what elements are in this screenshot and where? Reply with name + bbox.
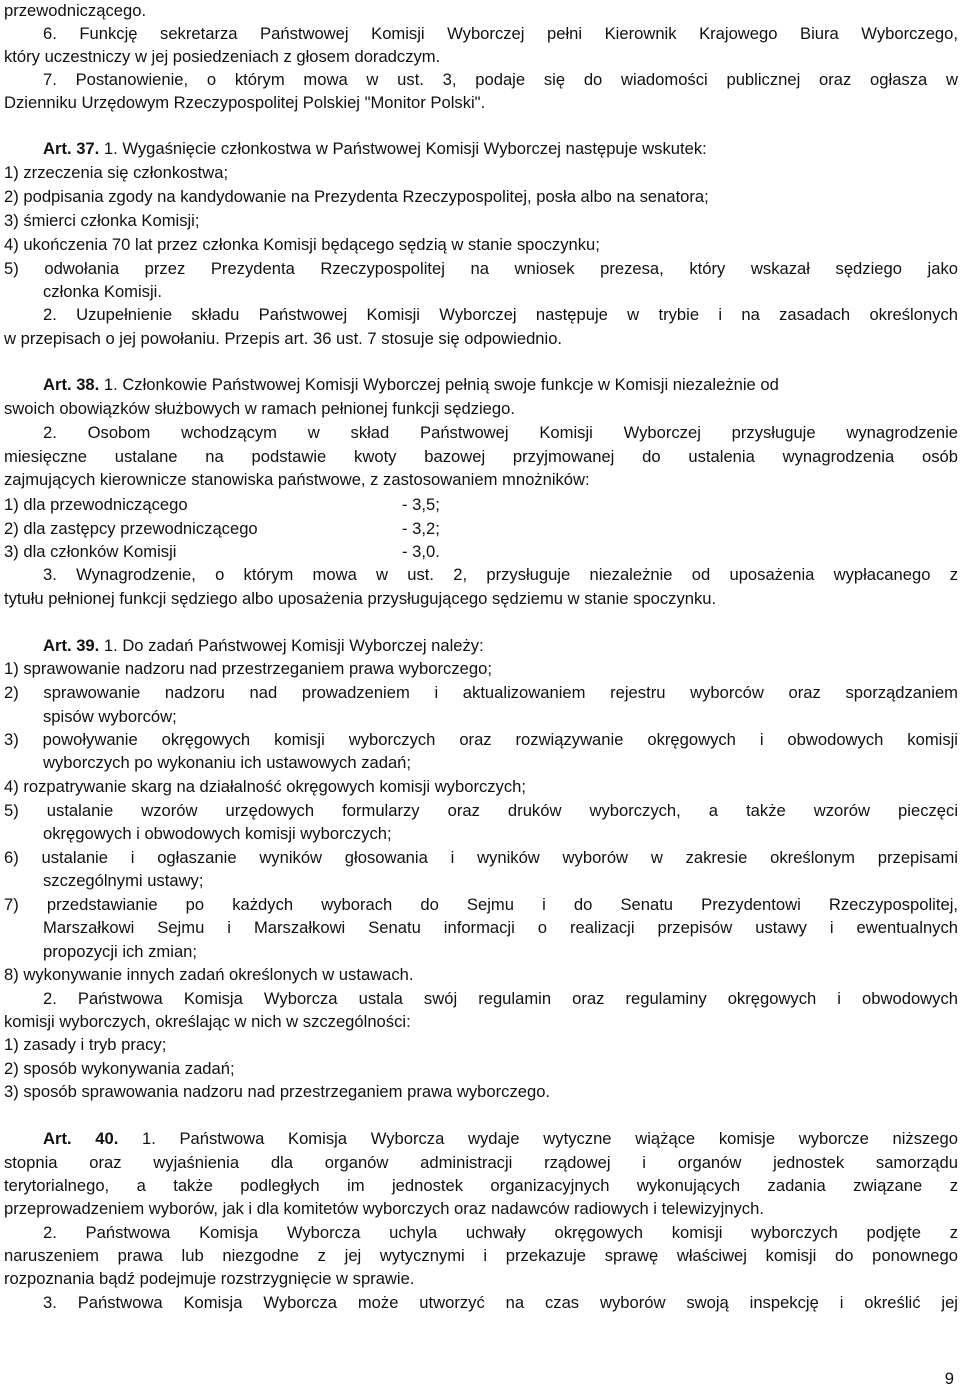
text-line: 2) sprawowanie nadzoru nad prowadzeniem i aktualizowaniem rejestru wyborców oraz sporządzaniem [4, 683, 958, 702]
multiplier-row [4, 518, 440, 540]
text-line: Marszałkowi Sejmu i Marszałkowi Senatu informacji o realizacji przepisów ustawy i ewentualnych [43, 918, 958, 937]
text-line: 2. Osobom wchodzącym w skład Państwowej Komisji Wyborczej przysługuje wynagrodzenie [43, 423, 958, 442]
text-line: miesięczne ustalane na podstawie kwoty bazowej przyjmowanej do ustalenia wynagrodzenia osób [4, 447, 958, 466]
multiplier-row [4, 494, 440, 516]
text-line: 2) sposób wykonywania zadań; [4, 1059, 235, 1078]
text-line: okręgowych i obwodowych komisji wyborczych; [43, 824, 392, 843]
text-line: wyborczych po wykonaniu ich ustawowych zadań; [43, 753, 412, 772]
text-line: 1) zasady i tryb pracy; [4, 1035, 167, 1054]
text-line: terytorialnego, a także podległych im jednostek organizacyjnych wykonujących zadania związane z [4, 1176, 958, 1195]
text-line: komisji wyborczych, określając w nich w szczególności: [4, 1012, 411, 1031]
article-text: 1. Państwowa Komisja Wyborcza wydaje wytyczne wiążące komisje wyborcze niższego [118, 1129, 958, 1148]
text-line: zajmujących kierownicze stanowiska państwowe, z zastosowaniem mnożników: [4, 470, 590, 489]
article-number: Art. 39. [43, 636, 100, 655]
text-line: 6. Funkcję sekretarza Państwowej Komisji Wyborczej pełni Kierownik Krajowego Biura Wyborczego, [43, 24, 958, 43]
multiplier-value: - 3,2; [402, 519, 440, 538]
text-line: propozycji ich zmian; [43, 942, 198, 961]
text-line: 3. Wynagrodzenie, o którym mowa w ust. 2, przysługuje niezależnie od uposażenia wypłacanego z [43, 565, 958, 584]
page-number: 9 [944, 1369, 954, 1388]
text-line: 5) odwołania przez Prezydenta Rzeczypospolitej na wniosek prezesa, który wskazał sędziego jako [4, 259, 958, 278]
text-line [4, 374, 958, 396]
text-line: naruszeniem prawa lub niezgodne z jej wytycznymi i przekazuje sprawę właściwej komisji do ponownego [4, 1246, 958, 1265]
multiplier-label: 2) dla zastępcy przewodniczącego [4, 519, 258, 538]
text-line: w przepisach o jej powołaniu. Przepis art. 36 ust. 7 stosuje się odpowiednio. [4, 329, 563, 348]
text-line: 8) wykonywanie innych zadań określonych w ustawach. [4, 965, 414, 984]
multiplier-value: - 3,5; [402, 495, 440, 514]
article-text: 1. Wygaśnięcie członkostwa w Państwowej Komisji Wyborczej następuje wskutek: [99, 139, 707, 158]
article-text: 1. Do zadań Państwowej Komisji Wyborczej należy: [99, 636, 484, 655]
multiplier-value: - 3,0. [402, 542, 440, 561]
text-line: 1) sprawowanie nadzoru nad przestrzeganiem prawa wyborczego; [4, 659, 492, 678]
text-line: 1) zrzeczenia się członkostwa; [4, 163, 229, 182]
text-line: 7) przedstawianie po każdych wyborach do Sejmu i do Senatu Prezydentowi Rzeczypospolitej, [4, 895, 958, 914]
text-line: 3) sposób sprawowania nadzoru nad przestrzeganiem prawa wyborczego. [4, 1082, 551, 1101]
text-line: 6) ustalanie i ogłaszanie wyników głosowania i wyników wyborów w zakresie określonym przepisami [4, 848, 958, 867]
text-line: 4) ukończenia 70 lat przez członka Komisji będącego sędzią w stanie spoczynku; [4, 235, 600, 254]
text-line: 2. Państwowa Komisja Wyborcza ustala swój regulamin oraz regulaminy okręgowych i obwodowych [43, 989, 958, 1008]
multiplier-label: 1) dla przewodniczącego [4, 495, 188, 514]
text-line [4, 635, 958, 657]
text-line: 2. Uzupełnienie składu Państwowej Komisji Wyborczej następuje w trybie i na zasadach określonych [43, 305, 958, 324]
text-line: 4) rozpatrywanie skarg na działalność okręgowych komisji wyborczych; [4, 777, 526, 796]
article-text: 1. Członkowie Państwowej Komisji Wyborczej pełnią swoje funkcje w Komisji niezależnie od [99, 375, 779, 394]
text-line: 5) ustalanie wzorów urzędowych formularzy oraz druków wyborczych, a także wzorów pieczęci [4, 801, 958, 820]
text-line: 3. Państwowa Komisja Wyborcza może utworzyć na czas wyborów swoją inspekcję i określić jej [43, 1293, 958, 1312]
text-line: 2. Państwowa Komisja Wyborcza uchyla uchwały okręgowych komisji wyborczych podjęte z [43, 1223, 958, 1242]
text-line: przeprowadzeniem wyborów, jak i dla komitetów wyborczych oraz nadawców radiowych i telewizyjnych. [4, 1199, 764, 1218]
article-number: Art. 37. [43, 139, 100, 158]
text-line: spisów wyborców; [43, 707, 177, 726]
text-line [4, 138, 958, 160]
text-line: 7. Postanowienie, o którym mowa w ust. 3, podaje się do wiadomości publicznej oraz ogłasza w [43, 70, 958, 89]
text-line: swoich obowiązków służbowych w ramach pełnionej funkcji sędziego. [4, 399, 515, 418]
text-line: rozpoznania bądź podejmuje rozstrzygnięcie w sprawie. [4, 1269, 415, 1288]
text-line: stopnia oraz wyjaśnienia dla organów administracji rządowej i organów jednostek samorządu [4, 1153, 958, 1172]
article-number: Art. 38. [43, 375, 100, 394]
text-line: Dzienniku Urzędowym Rzeczypospolitej Polskiej "Monitor Polski". [4, 93, 486, 112]
multiplier-row [4, 541, 440, 563]
text-line: 3) powoływanie okręgowych komisji wyborczych oraz rozwiązywanie okręgowych i obwodowych komisji [4, 730, 958, 749]
text-line: szczególnymi ustawy; [43, 871, 204, 890]
text-line: członka Komisji. [43, 282, 162, 301]
text-line [4, 1128, 958, 1150]
text-line: który uczestniczy w jej posiedzeniach z głosem doradczym. [4, 47, 441, 66]
text-line: 2) podpisania zgody na kandydowanie na Prezydenta Rzeczypospolitej, posła albo na senatora; [4, 187, 709, 206]
text-line: tytułu pełnionej funkcji sędziego albo uposażenia przysługującego sędziemu w stanie spoczynku. [4, 589, 717, 608]
text-line: przewodniczącego. [4, 1, 147, 20]
article-number: Art. 40. [43, 1129, 119, 1148]
text-line: 3) śmierci członka Komisji; [4, 211, 200, 230]
multiplier-label: 3) dla członków Komisji [4, 542, 177, 561]
